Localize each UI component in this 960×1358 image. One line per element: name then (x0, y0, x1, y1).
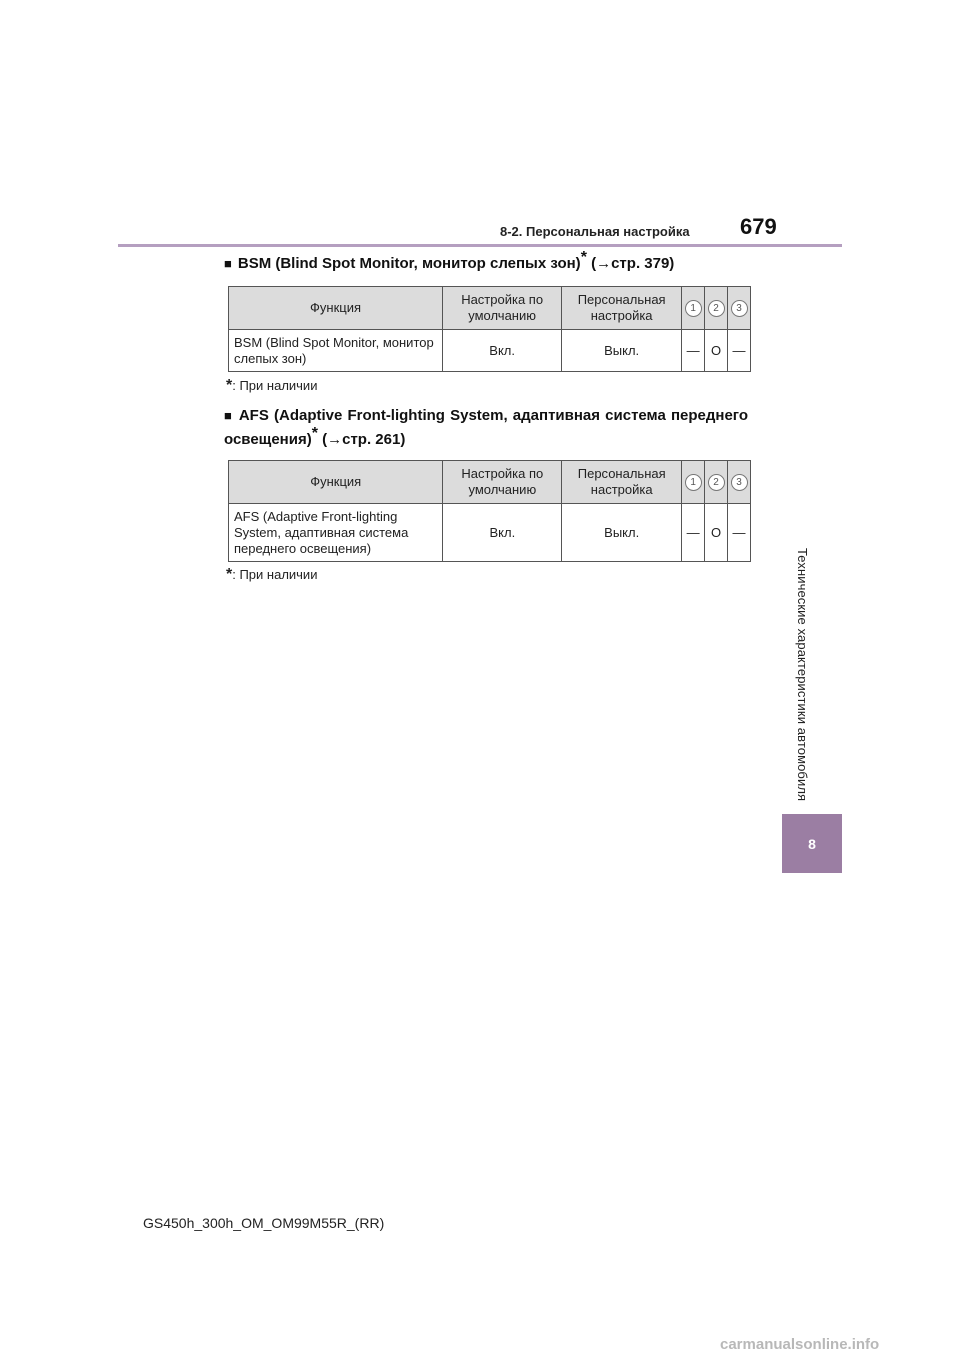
circled-3-icon: 3 (731, 300, 748, 317)
cell-method-1: — (682, 330, 705, 372)
footnote-text: : При наличии (232, 378, 318, 393)
chapter-side-label: Технические характеристики автомобиля (795, 548, 810, 802)
col-method-3 (728, 287, 751, 330)
asterisk-icon: * (311, 425, 318, 442)
circled-3-icon: 3 (731, 474, 748, 491)
cell-method-3: — (728, 330, 751, 372)
asterisk-icon: * (580, 249, 587, 266)
section-title: 8-2. Персональная настройка (500, 224, 690, 239)
document-code: GS450h_300h_OM_OM99M55R_(RR) (143, 1215, 385, 1231)
cell-function: BSM (Blind Spot Monitor, монитор слепых зон) (229, 330, 443, 372)
circled-1-icon: 1 (685, 300, 702, 317)
bsm-heading-text: BSM (Blind Spot Monitor, монитор слепых зон) (237, 255, 581, 272)
afs-heading (224, 404, 748, 452)
table-header-row (229, 287, 751, 330)
col-method-2 (705, 461, 728, 504)
afs-settings-table (228, 460, 751, 562)
circled-2-icon: 2 (708, 300, 725, 317)
cell-method-2: O (705, 504, 728, 562)
bsm-page-ref[interactable]: (→стр. 379) (591, 255, 675, 272)
circled-2-icon: 2 (708, 474, 725, 491)
cell-custom: Выкл. (562, 504, 682, 562)
bsm-heading (224, 249, 748, 276)
col-function: Функция (229, 287, 443, 330)
asterisk-icon: * (226, 566, 233, 583)
col-method-3 (728, 461, 751, 504)
chapter-tab: 8 (782, 814, 842, 873)
watermark: carmanualsonline.info (720, 1336, 880, 1353)
col-function: Функция (229, 461, 443, 504)
table-header-row (229, 461, 751, 504)
square-bullet-icon: ■ (224, 408, 233, 423)
afs-page-ref[interactable]: (→стр. 261) (322, 431, 406, 448)
page-number: 679 (740, 214, 777, 239)
table-row (229, 330, 751, 372)
cell-default: Вкл. (443, 504, 562, 562)
bsm-settings-table (228, 286, 751, 372)
col-method-2 (705, 287, 728, 330)
header-divider (118, 244, 842, 247)
col-method-1 (682, 287, 705, 330)
cell-method-1: — (682, 504, 705, 562)
col-default: Настройка по умолчанию (443, 287, 562, 330)
cell-custom: Выкл. (562, 330, 682, 372)
afs-footnote (226, 566, 317, 584)
circled-1-icon: 1 (685, 474, 702, 491)
col-custom: Персональная настройка (562, 287, 682, 330)
table-row (229, 504, 751, 562)
cell-method-2: O (705, 330, 728, 372)
asterisk-icon: * (226, 377, 233, 394)
col-custom: Персональная настройка (562, 461, 682, 504)
cell-method-3: — (728, 504, 751, 562)
footnote-text: : При наличии (232, 567, 318, 582)
afs-heading-text: AFS (Adaptive Front-lighting System, адаптивная система переднего освещения) (224, 407, 748, 448)
col-method-1 (682, 461, 705, 504)
cell-function: AFS (Adaptive Front-lighting System, адаптивная система переднего освещения) (229, 504, 443, 562)
cell-default: Вкл. (443, 330, 562, 372)
square-bullet-icon: ■ (224, 256, 232, 271)
bsm-footnote (226, 377, 317, 395)
col-default: Настройка по умолчанию (443, 461, 562, 504)
